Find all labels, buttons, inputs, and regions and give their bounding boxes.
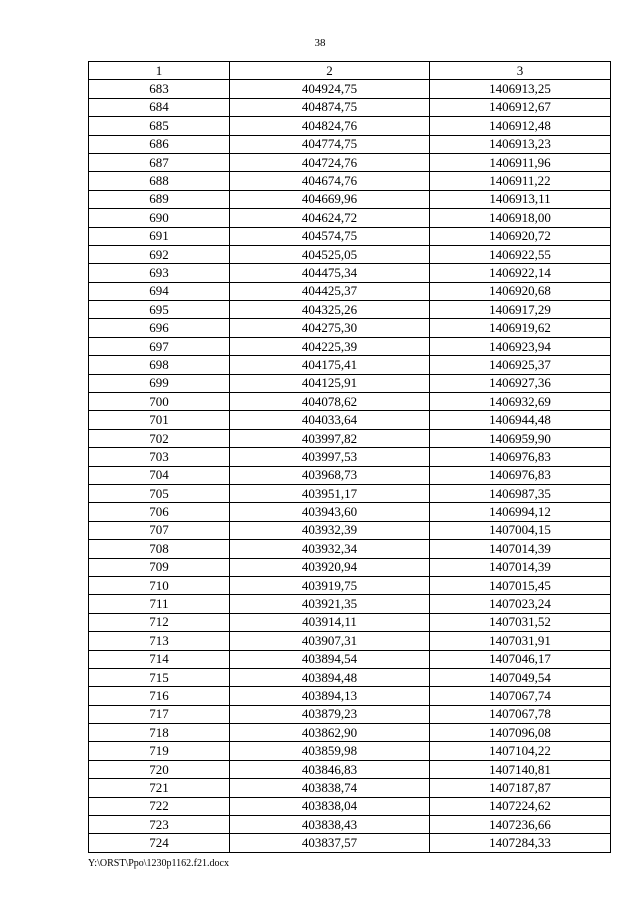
y-coordinate-cell: 1407049,54 <box>430 668 611 686</box>
table-row <box>89 393 611 411</box>
y-coordinate-cell: 1406987,35 <box>430 484 611 502</box>
x-coordinate-cell: 403932,34 <box>230 540 430 558</box>
point-number-cell: 704 <box>89 466 230 484</box>
y-coordinate-cell: 1407031,91 <box>430 632 611 650</box>
x-coordinate-cell: 403932,39 <box>230 521 430 539</box>
y-coordinate-cell: 1406918,00 <box>430 209 611 227</box>
x-coordinate-cell: 403894,13 <box>230 687 430 705</box>
x-coordinate-cell: 404033,64 <box>230 411 430 429</box>
x-coordinate-cell: 404774,75 <box>230 135 430 153</box>
table-row <box>89 797 611 815</box>
column-header-3: 3 <box>430 62 611 80</box>
table-row <box>89 834 611 852</box>
point-number-cell: 691 <box>89 227 230 245</box>
y-coordinate-cell: 1406976,83 <box>430 448 611 466</box>
x-coordinate-cell: 404624,72 <box>230 209 430 227</box>
point-number-cell: 716 <box>89 687 230 705</box>
coordinate-table <box>88 61 611 853</box>
table-row <box>89 374 611 392</box>
y-coordinate-cell: 1406917,29 <box>430 301 611 319</box>
x-coordinate-cell: 403951,17 <box>230 484 430 502</box>
table-row <box>89 209 611 227</box>
column-header-1: 1 <box>89 62 230 80</box>
x-coordinate-cell: 403907,31 <box>230 632 430 650</box>
table-row <box>89 779 611 797</box>
point-number-cell: 688 <box>89 172 230 190</box>
y-coordinate-cell: 1406913,11 <box>430 190 611 208</box>
y-coordinate-cell: 1407046,17 <box>430 650 611 668</box>
x-coordinate-cell: 403968,73 <box>230 466 430 484</box>
point-number-cell: 694 <box>89 282 230 300</box>
y-coordinate-cell: 1406922,14 <box>430 264 611 282</box>
point-number-cell: 719 <box>89 742 230 760</box>
table-row <box>89 153 611 171</box>
y-coordinate-cell: 1407284,33 <box>430 834 611 852</box>
x-coordinate-cell: 403838,43 <box>230 816 430 834</box>
point-number-cell: 683 <box>89 80 230 98</box>
table-row <box>89 503 611 521</box>
table-row <box>89 448 611 466</box>
table-row <box>89 264 611 282</box>
footer-file-path: Y:\ORST\Ppo\1230p1162.f21.docx <box>88 858 229 869</box>
x-coordinate-cell: 404125,91 <box>230 374 430 392</box>
table-row <box>89 687 611 705</box>
y-coordinate-cell: 1406920,72 <box>430 227 611 245</box>
x-coordinate-cell: 404325,26 <box>230 301 430 319</box>
table-row <box>89 595 611 613</box>
point-number-cell: 721 <box>89 779 230 797</box>
x-coordinate-cell: 403997,53 <box>230 448 430 466</box>
page-number: 38 <box>314 37 326 49</box>
point-number-cell: 705 <box>89 484 230 502</box>
point-number-cell: 689 <box>89 190 230 208</box>
point-number-cell: 686 <box>89 135 230 153</box>
y-coordinate-cell: 1406913,25 <box>430 80 611 98</box>
y-coordinate-cell: 1407031,52 <box>430 613 611 631</box>
table-row <box>89 356 611 374</box>
x-coordinate-cell: 404669,96 <box>230 190 430 208</box>
table-row <box>89 724 611 742</box>
y-coordinate-cell: 1406911,22 <box>430 172 611 190</box>
table-row <box>89 742 611 760</box>
y-coordinate-cell: 1406976,83 <box>430 466 611 484</box>
x-coordinate-cell: 403894,54 <box>230 650 430 668</box>
point-number-cell: 702 <box>89 429 230 447</box>
y-coordinate-cell: 1406932,69 <box>430 393 611 411</box>
point-number-cell: 696 <box>89 319 230 337</box>
x-coordinate-cell: 404574,75 <box>230 227 430 245</box>
point-number-cell: 710 <box>89 576 230 594</box>
point-number-cell: 708 <box>89 540 230 558</box>
y-coordinate-cell: 1406920,68 <box>430 282 611 300</box>
table-row <box>89 760 611 778</box>
point-number-cell: 709 <box>89 558 230 576</box>
y-coordinate-cell: 1407015,45 <box>430 576 611 594</box>
y-coordinate-cell: 1407224,62 <box>430 797 611 815</box>
x-coordinate-cell: 403997,82 <box>230 429 430 447</box>
table-row <box>89 172 611 190</box>
x-coordinate-cell: 403920,94 <box>230 558 430 576</box>
point-number-cell: 715 <box>89 668 230 686</box>
table-row <box>89 484 611 502</box>
y-coordinate-cell: 1406912,48 <box>430 117 611 135</box>
x-coordinate-cell: 404425,37 <box>230 282 430 300</box>
table-row <box>89 117 611 135</box>
point-number-cell: 684 <box>89 98 230 116</box>
table-row <box>89 245 611 263</box>
y-coordinate-cell: 1406944,48 <box>430 411 611 429</box>
table-row <box>89 521 611 539</box>
point-number-cell: 693 <box>89 264 230 282</box>
table-row <box>89 80 611 98</box>
y-coordinate-cell: 1407140,81 <box>430 760 611 778</box>
point-number-cell: 698 <box>89 356 230 374</box>
point-number-cell: 699 <box>89 374 230 392</box>
x-coordinate-cell: 404078,62 <box>230 393 430 411</box>
table-row <box>89 558 611 576</box>
point-number-cell: 685 <box>89 117 230 135</box>
y-coordinate-cell: 1406911,96 <box>430 153 611 171</box>
x-coordinate-cell: 403846,83 <box>230 760 430 778</box>
table-row <box>89 576 611 594</box>
y-coordinate-cell: 1407014,39 <box>430 540 611 558</box>
x-coordinate-cell: 403838,74 <box>230 779 430 797</box>
x-coordinate-cell: 404525,05 <box>230 245 430 263</box>
table-row <box>89 337 611 355</box>
point-number-cell: 718 <box>89 724 230 742</box>
point-number-cell: 717 <box>89 705 230 723</box>
x-coordinate-cell: 404674,76 <box>230 172 430 190</box>
point-number-cell: 700 <box>89 393 230 411</box>
y-coordinate-cell: 1406994,12 <box>430 503 611 521</box>
y-coordinate-cell: 1407067,74 <box>430 687 611 705</box>
x-coordinate-cell: 404724,76 <box>230 153 430 171</box>
point-number-cell: 713 <box>89 632 230 650</box>
table-row <box>89 650 611 668</box>
x-coordinate-cell: 404924,75 <box>230 80 430 98</box>
table-row <box>89 466 611 484</box>
table-row <box>89 705 611 723</box>
point-number-cell: 695 <box>89 301 230 319</box>
y-coordinate-cell: 1407187,87 <box>430 779 611 797</box>
table-row <box>89 816 611 834</box>
table-row <box>89 540 611 558</box>
point-number-cell: 706 <box>89 503 230 521</box>
y-coordinate-cell: 1406919,62 <box>430 319 611 337</box>
x-coordinate-cell: 403921,35 <box>230 595 430 613</box>
table-row <box>89 282 611 300</box>
table-row <box>89 190 611 208</box>
point-number-cell: 714 <box>89 650 230 668</box>
point-number-cell: 692 <box>89 245 230 263</box>
point-number-cell: 720 <box>89 760 230 778</box>
point-number-cell: 711 <box>89 595 230 613</box>
x-coordinate-cell: 403894,48 <box>230 668 430 686</box>
y-coordinate-cell: 1407236,66 <box>430 816 611 834</box>
y-coordinate-cell: 1407067,78 <box>430 705 611 723</box>
table-row <box>89 98 611 116</box>
y-coordinate-cell: 1406927,36 <box>430 374 611 392</box>
point-number-cell: 707 <box>89 521 230 539</box>
point-number-cell: 712 <box>89 613 230 631</box>
point-number-cell: 701 <box>89 411 230 429</box>
y-coordinate-cell: 1407096,08 <box>430 724 611 742</box>
y-coordinate-cell: 1406959,90 <box>430 429 611 447</box>
point-number-cell: 722 <box>89 797 230 815</box>
table-body <box>89 80 611 852</box>
table-row <box>89 411 611 429</box>
x-coordinate-cell: 403919,75 <box>230 576 430 594</box>
x-coordinate-cell: 404275,30 <box>230 319 430 337</box>
x-coordinate-cell: 404175,41 <box>230 356 430 374</box>
y-coordinate-cell: 1406912,67 <box>430 98 611 116</box>
point-number-cell: 723 <box>89 816 230 834</box>
y-coordinate-cell: 1407004,15 <box>430 521 611 539</box>
table-row <box>89 301 611 319</box>
x-coordinate-cell: 403943,60 <box>230 503 430 521</box>
point-number-cell: 703 <box>89 448 230 466</box>
table-row <box>89 319 611 337</box>
table-row <box>89 429 611 447</box>
x-coordinate-cell: 404874,75 <box>230 98 430 116</box>
table-row <box>89 613 611 631</box>
table-header-row <box>89 62 611 80</box>
x-coordinate-cell: 404475,34 <box>230 264 430 282</box>
x-coordinate-cell: 403914,11 <box>230 613 430 631</box>
y-coordinate-cell: 1406923,94 <box>430 337 611 355</box>
y-coordinate-cell: 1407023,24 <box>430 595 611 613</box>
table-row <box>89 227 611 245</box>
x-coordinate-cell: 403879,23 <box>230 705 430 723</box>
y-coordinate-cell: 1406913,23 <box>430 135 611 153</box>
point-number-cell: 724 <box>89 834 230 852</box>
x-coordinate-cell: 403837,57 <box>230 834 430 852</box>
point-number-cell: 690 <box>89 209 230 227</box>
x-coordinate-cell: 404824,76 <box>230 117 430 135</box>
column-header-2: 2 <box>230 62 430 80</box>
x-coordinate-cell: 404225,39 <box>230 337 430 355</box>
y-coordinate-cell: 1406922,55 <box>430 245 611 263</box>
y-coordinate-cell: 1406925,37 <box>430 356 611 374</box>
table-row <box>89 135 611 153</box>
table-row <box>89 668 611 686</box>
x-coordinate-cell: 403859,98 <box>230 742 430 760</box>
x-coordinate-cell: 403838,04 <box>230 797 430 815</box>
table-row <box>89 632 611 650</box>
point-number-cell: 687 <box>89 153 230 171</box>
y-coordinate-cell: 1407104,22 <box>430 742 611 760</box>
point-number-cell: 697 <box>89 337 230 355</box>
y-coordinate-cell: 1407014,39 <box>430 558 611 576</box>
x-coordinate-cell: 403862,90 <box>230 724 430 742</box>
